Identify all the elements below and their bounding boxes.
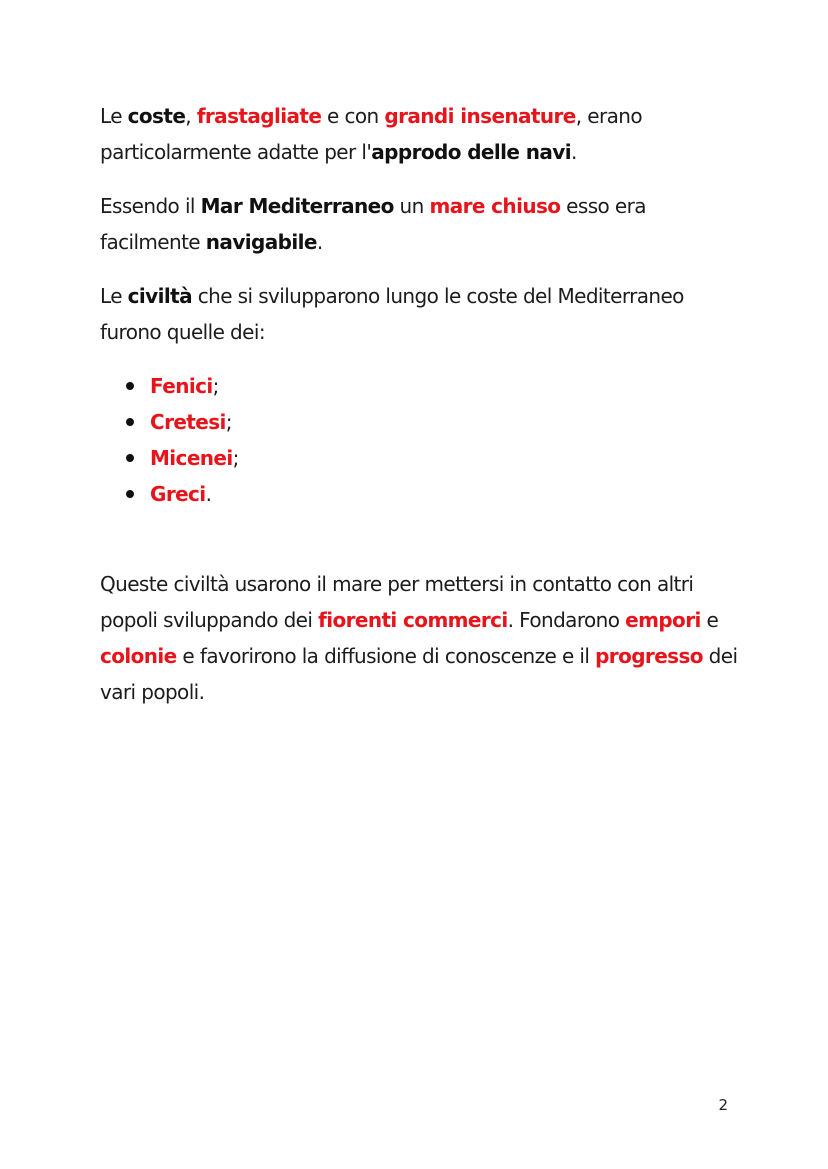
- paragraph-mediterraneo: [100, 188, 740, 260]
- text-run: , erano particolarmente adatte per l': [100, 104, 642, 164]
- paragraph-civilta: [100, 278, 740, 350]
- highlight-term-colonie: colonie: [100, 644, 177, 668]
- bold-term-coste: coste: [127, 104, 186, 128]
- text-run: Le: [100, 104, 128, 128]
- list-item: [126, 404, 740, 440]
- text-run: e: [700, 608, 719, 632]
- civilization-name: Cretesi: [150, 410, 226, 434]
- text-run: e favorirono la diffusione di conoscenze e il: [176, 644, 596, 668]
- bold-term-mar-mediterraneo: Mar Mediterraneo: [200, 194, 394, 218]
- list-punctuation: ;: [212, 374, 219, 398]
- text-run: ,: [185, 104, 197, 128]
- bullet-icon: [126, 490, 134, 498]
- bold-term-navigabile: navigabile: [205, 230, 317, 254]
- text-run: .: [570, 140, 577, 164]
- text-run: che si svilupparono lungo le coste del Mediterraneo furono quelle dei:: [100, 284, 684, 344]
- highlight-term-mare-chiuso: mare chiuso: [429, 194, 561, 218]
- list-item: [126, 476, 740, 512]
- bold-term-civilta: civiltà: [127, 284, 192, 308]
- list-item: [126, 368, 740, 404]
- text-run: e con: [321, 104, 385, 128]
- civilization-name: Greci: [150, 482, 206, 506]
- bullet-icon: [126, 454, 134, 462]
- civilizations-list: [100, 368, 740, 512]
- civilization-name: Micenei: [150, 446, 233, 470]
- page-content: [100, 98, 740, 728]
- highlight-term-frastagliate: frastagliate: [196, 104, 322, 128]
- text-run: .: [316, 230, 323, 254]
- bullet-icon: [126, 418, 134, 426]
- highlight-term-empori: empori: [625, 608, 701, 632]
- text-run: Essendo il: [100, 194, 201, 218]
- highlight-term-fiorenti-commerci: fiorenti commerci: [318, 608, 508, 632]
- text-run: esso era facilmente: [100, 194, 646, 254]
- paragraph-commerci: [100, 566, 740, 710]
- text-run: Queste civiltà usarono il mare per mettersi in contatto con altri popoli sviluppando dei: [100, 572, 694, 632]
- bold-term-approdo: approdo delle navi: [371, 140, 571, 164]
- list-punctuation: .: [205, 482, 212, 506]
- page-number: 2: [718, 1096, 728, 1114]
- bullet-icon: [126, 382, 134, 390]
- text-run: . Fondarono: [507, 608, 626, 632]
- text-run: Le: [100, 284, 128, 308]
- list-punctuation: ;: [225, 410, 232, 434]
- list-punctuation: ;: [232, 446, 239, 470]
- list-item: [126, 440, 740, 476]
- text-run: dei vari popoli.: [100, 644, 738, 704]
- paragraph-coste: [100, 98, 740, 170]
- highlight-term-progresso: progresso: [595, 644, 703, 668]
- text-run: un: [393, 194, 430, 218]
- civilization-name: Fenici: [150, 374, 213, 398]
- highlight-term-grandi-insenature: grandi insenature: [384, 104, 576, 128]
